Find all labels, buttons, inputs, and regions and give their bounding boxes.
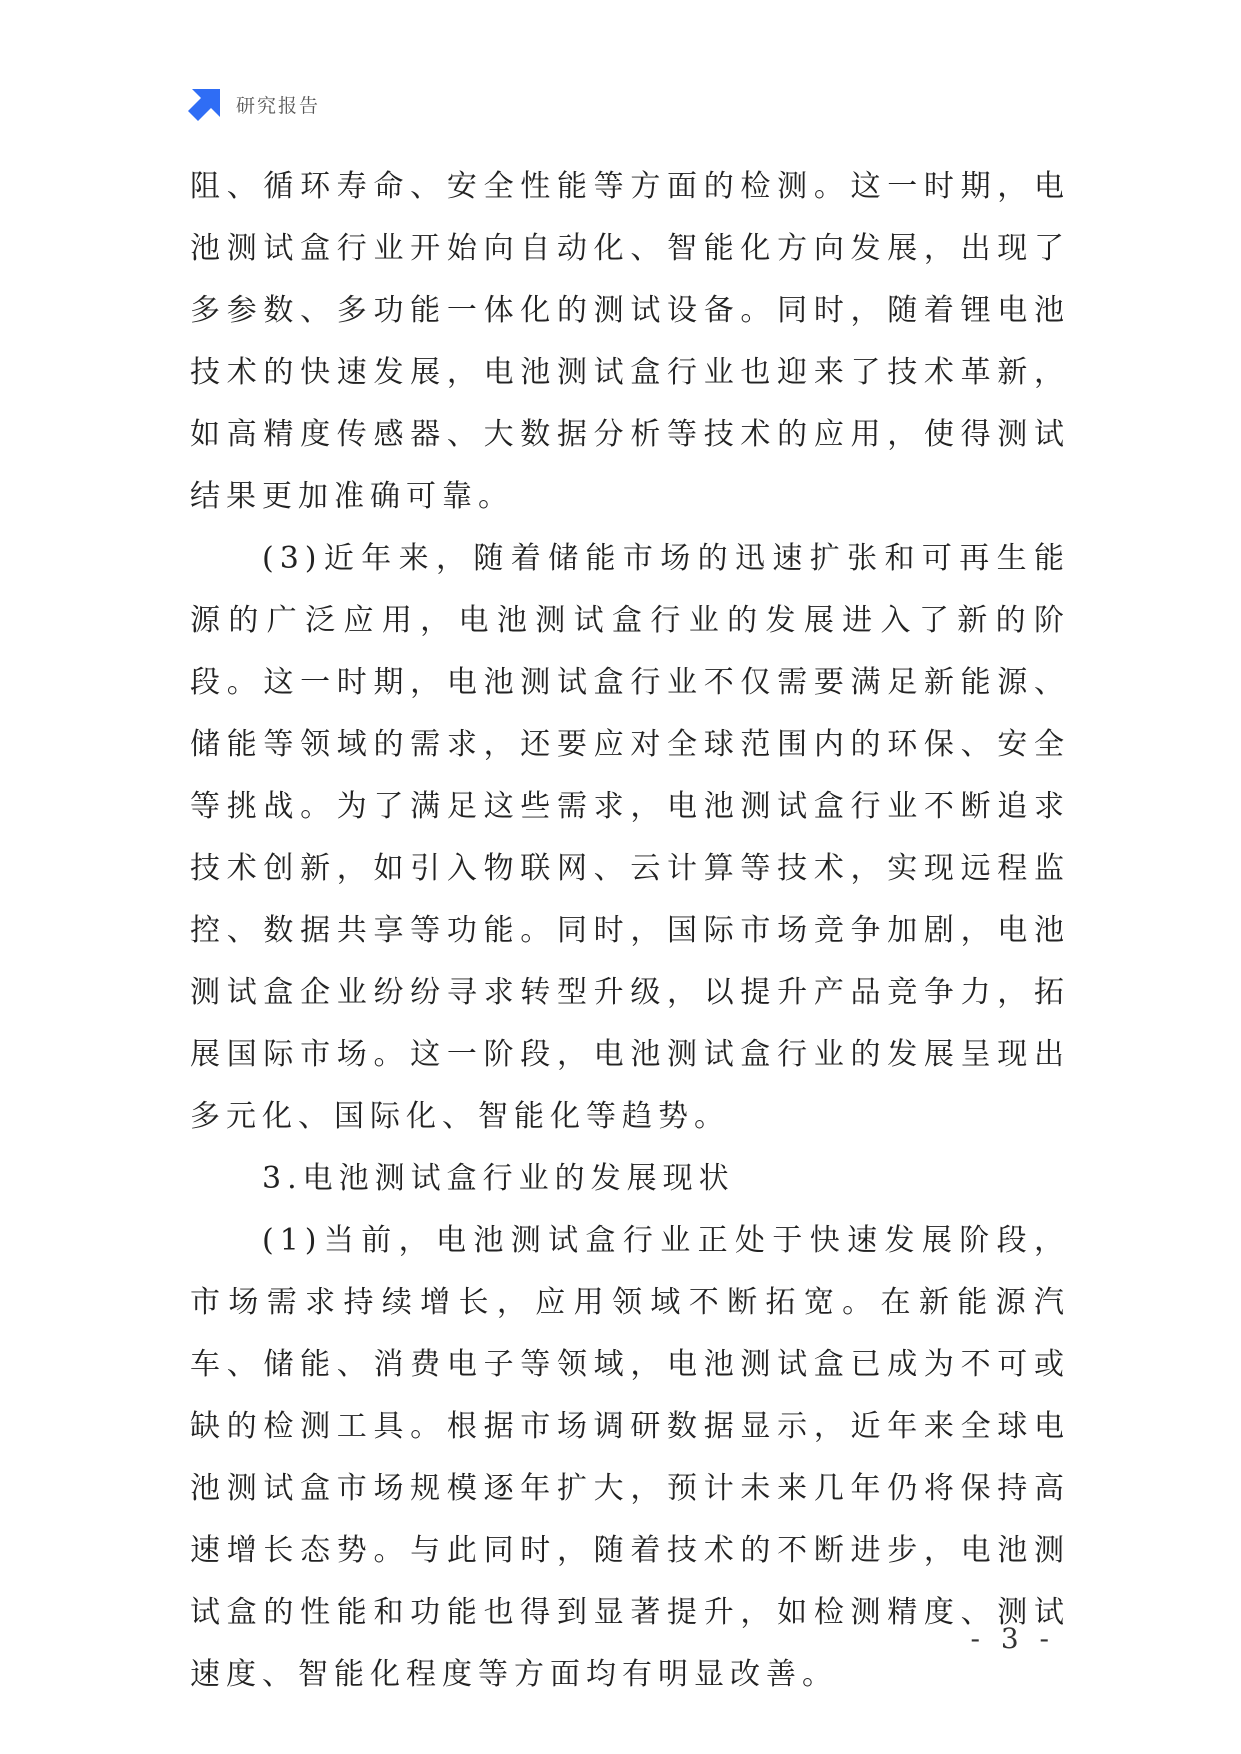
paragraph-item-3: (3)近年来，随着储能市场的迅速扩张和可再生能源的广泛应用，电池测试盒行业的发展进入了新的阶段。这一时期，电池测试盒行业不仅需要满足新能源、储能等领域的需求，还要应对全球范围内的环保、安全等挑战。为了满足这些需求，电池测试盒行业不断追求技术创新，如引入物联网、云计算等技术，实现远程监控、数据共享等功能。同时，国际市场竞争加剧，电池测试盒企业纷纷寻求转型升级，以提升产品竞争力，拓展国际市场。这一阶段，电池测试盒行业的发展呈现出多元化、国际化、智能化等趋势。 [190, 541, 1070, 1134]
header-title: 研究报告 [236, 94, 321, 117]
paragraph-item-1: (1)当前，电池测试盒行业正处于快速发展阶段，市场需求持续增长，应用领域不断拓宽。在新能源汽车、储能、消费电子等领域，电池测试盒已成为不可或缺的检测工具。根据市场调研数据显示，近年来全球电池测试盒市场规模逐年扩大，预计未来几年仍将保持高速增长态势。与此同时，随着技术的不断进步，电池测试盒的性能和功能也得到显著提升，如检测精度、测试速度、智能化程度等方面均有明显改善。 [190, 1223, 1070, 1692]
paragraph-continuation: 阻、循环寿命、安全性能等方面的检测。这一时期，电池测试盒行业开始向自动化、智能化方向发展，出现了多参数、多功能一体化的测试设备。同时，随着锂电池技术的快速发展，电池测试盒行业也迎来了技术革新，如高精度传感器、大数据分析等技术的应用，使得测试结果更加准确可靠。 [190, 169, 1070, 514]
document-body [190, 156, 1070, 1706]
section-heading: 3.电池测试盒行业的发展现状 [262, 1161, 735, 1196]
arrow-logo-icon [188, 87, 222, 121]
page-number: - 3 - [970, 1622, 1055, 1655]
page-header [188, 86, 320, 122]
